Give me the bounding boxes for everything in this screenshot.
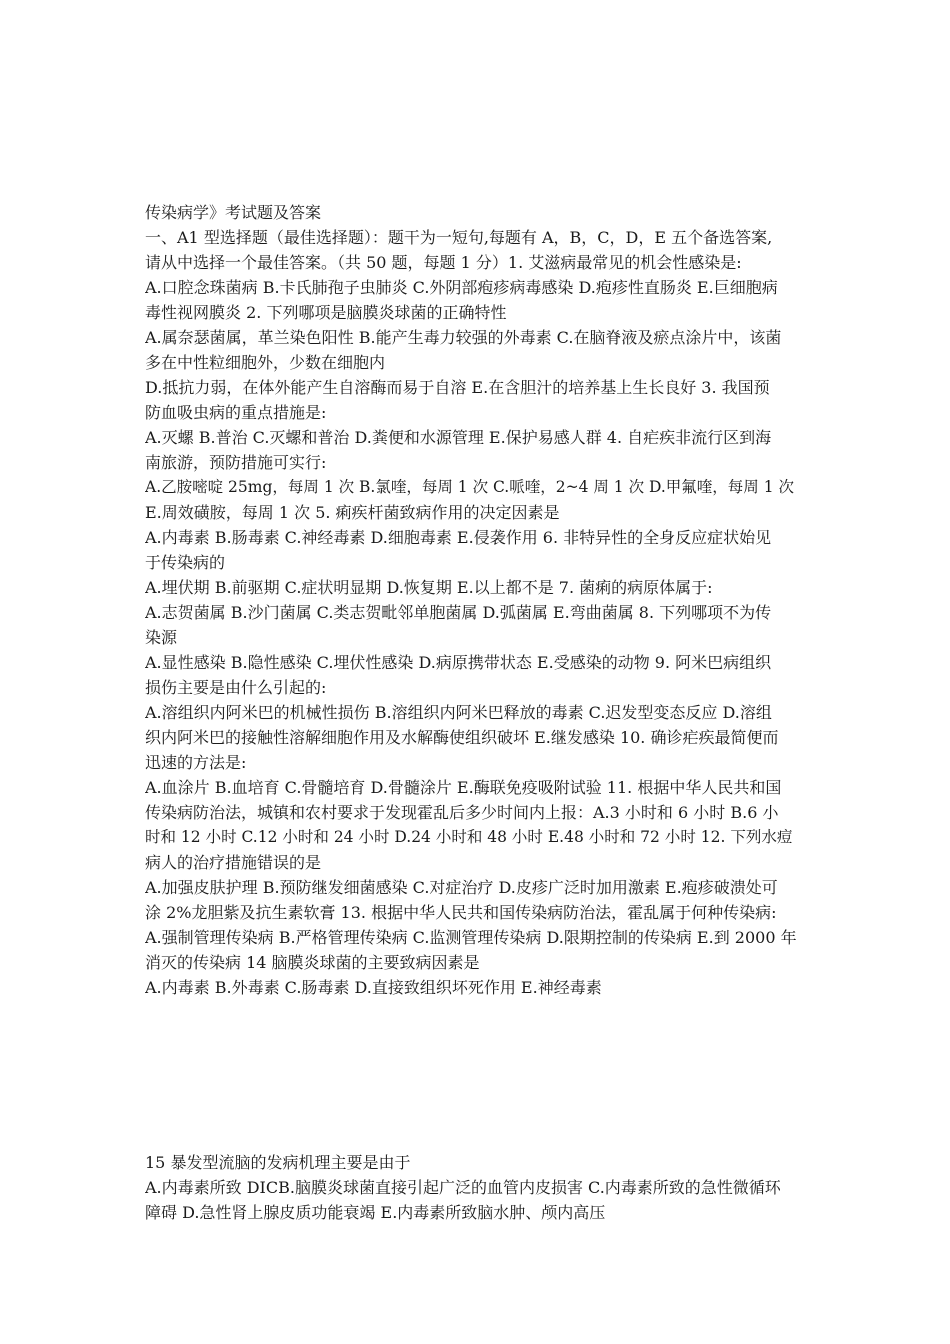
text-line: A.口腔念珠菌病 B.卡氏肺孢子虫肺炎 C.外阴部疱疹病毒感染 D.疱疹性直肠炎 E.巨细胞病 [145, 278, 778, 297]
text-line: 多在中性粒细胞外，少数在细胞内 [145, 353, 386, 372]
text-line: 病人的治疗措施错误的是 [145, 853, 322, 872]
text-line: 时和 12 小时 C.12 小时和 24 小时 D.24 小时和 48 小时 E.48 小时和 72 小时 12. 下列水痘 [145, 828, 793, 846]
text-line: A.灭螺 B.普治 C.灭螺和普治 D.粪便和水源管理 E.保护易感人群 4. 自疟疾非流行区到海 [145, 428, 772, 447]
document-title: 传染病学》考试题及答案 [145, 203, 322, 222]
text-line: 15 暴发型流脑的发病机理主要是由于 [145, 1153, 411, 1172]
text-line: A.显性感染 B.隐性感染 C.埋伏性感染 D.病原携带状态 E.受感染的动物 9. 阿米巴病组织 [145, 653, 772, 672]
exam-text-block-continued [145, 1150, 809, 1225]
text-line: A.溶组织内阿米巴的机械性损伤 B.溶组织内阿米巴释放的毒素 C.迟发型变态反应 D.溶组 [145, 703, 772, 722]
text-line: A.志贺菌属 B.沙门菌属 C.类志贺毗邻单胞菌属 D.弧菌属 E.弯曲菌属 8. 下列哪项不为传 [145, 603, 772, 622]
text-line: 消灭的传染病 14 脑膜炎球菌的主要致病因素是 [145, 953, 480, 972]
text-line: E.周效磺胺，每周 1 次 5. 痢疾杆菌致病作用的决定因素是 [145, 503, 560, 522]
text-line: 于传染病的 [145, 553, 226, 572]
text-line: 传染病防治法，城镇和农村要求于发现霍乱后多少时间内上报：A.3 小时和 6 小时 B.6 小 [145, 803, 779, 822]
text-line: 请从中选择一个最佳答案。（共 50 题，每题 1 分）1. 艾滋病最常见的机会性感染是: [145, 253, 742, 272]
text-line: A.内毒素 B.肠毒素 C.神经毒素 D.细胞毒素 E.侵袭作用 6. 非特异性的全身反应症状始见 [145, 528, 772, 547]
text-line: 损伤主要是由什么引起的: [145, 678, 327, 697]
text-line: D.抵抗力弱，在体外能产生自溶酶而易于自溶 E.在含胆汁的培养基上生长良好 3. 我国预 [145, 378, 770, 397]
text-line: 毒性视网膜炎 2. 下列哪项是脑膜炎球菌的正确特性 [145, 303, 507, 322]
text-line: 障碍 D.急性肾上腺皮质功能衰竭 E.内毒素所致脑水肿、颅内高压 [145, 1203, 606, 1222]
text-line: 南旅游，预防措施可实行: [145, 453, 327, 472]
text-line: A.加强皮肤护理 B.预防继发细菌感染 C.对症治疗 D.皮疹广泛时加用激素 E.疱疹破溃处可 [145, 878, 778, 897]
text-line: A.强制管理传染病 B.严格管理传染病 C.监测管理传染病 D.限期控制的传染病 E.到 2000 年 [145, 928, 797, 947]
text-line: A.内毒素所致 DICB.脑膜炎球菌直接引起广泛的血管内皮损害 C.内毒素所致的急性微循环 [145, 1178, 781, 1197]
text-line: A.血涂片 B.血培育 C.骨髓培育 D.骨髓涂片 E.酶联免疫吸附试验 11. 根据中华人民共和国 [145, 778, 782, 797]
text-line: 染源 [145, 628, 178, 647]
exam-text-block [145, 200, 809, 1000]
text-line: 一、A1 型选择题（最佳选择题）：题干为一短句,每题有 A，B，C，D，E 五个备选答案, [145, 228, 773, 247]
text-line: A.乙胺嘧啶 25mg，每周 1 次 B.氯喹，每周 1 次 C.哌喹，2~4 周 1 次 D.甲氟喹，每周 1 次 [145, 478, 795, 496]
text-line: 迅速的方法是: [145, 753, 247, 772]
text-line: A.内毒素 B.外毒素 C.肠毒素 D.直接致组织坏死作用 E.神经毒素 [145, 978, 602, 997]
text-line: 涂 2%龙胆紫及抗生素软膏 13. 根据中华人民共和国传染病防治法，霍乱属于何种传染病: [145, 903, 777, 922]
text-line: A.属奈瑟菌属，革兰染色阳性 B.能产生毒力较强的外毒素 C.在脑脊液及瘀点涂片中，该菌 [145, 328, 782, 347]
text-line: 防血吸虫病的重点措施是: [145, 403, 327, 422]
text-line: A.埋伏期 B.前驱期 C.症状明显期 D.恢复期 E.以上都不是 7. 菌痢的病原体属于: [145, 578, 713, 597]
text-line: 织内阿米巴的接触性溶解细胞作用及水解酶使组织破坏 E.继发感染 10. 确诊疟疾最简便而 [145, 728, 779, 747]
